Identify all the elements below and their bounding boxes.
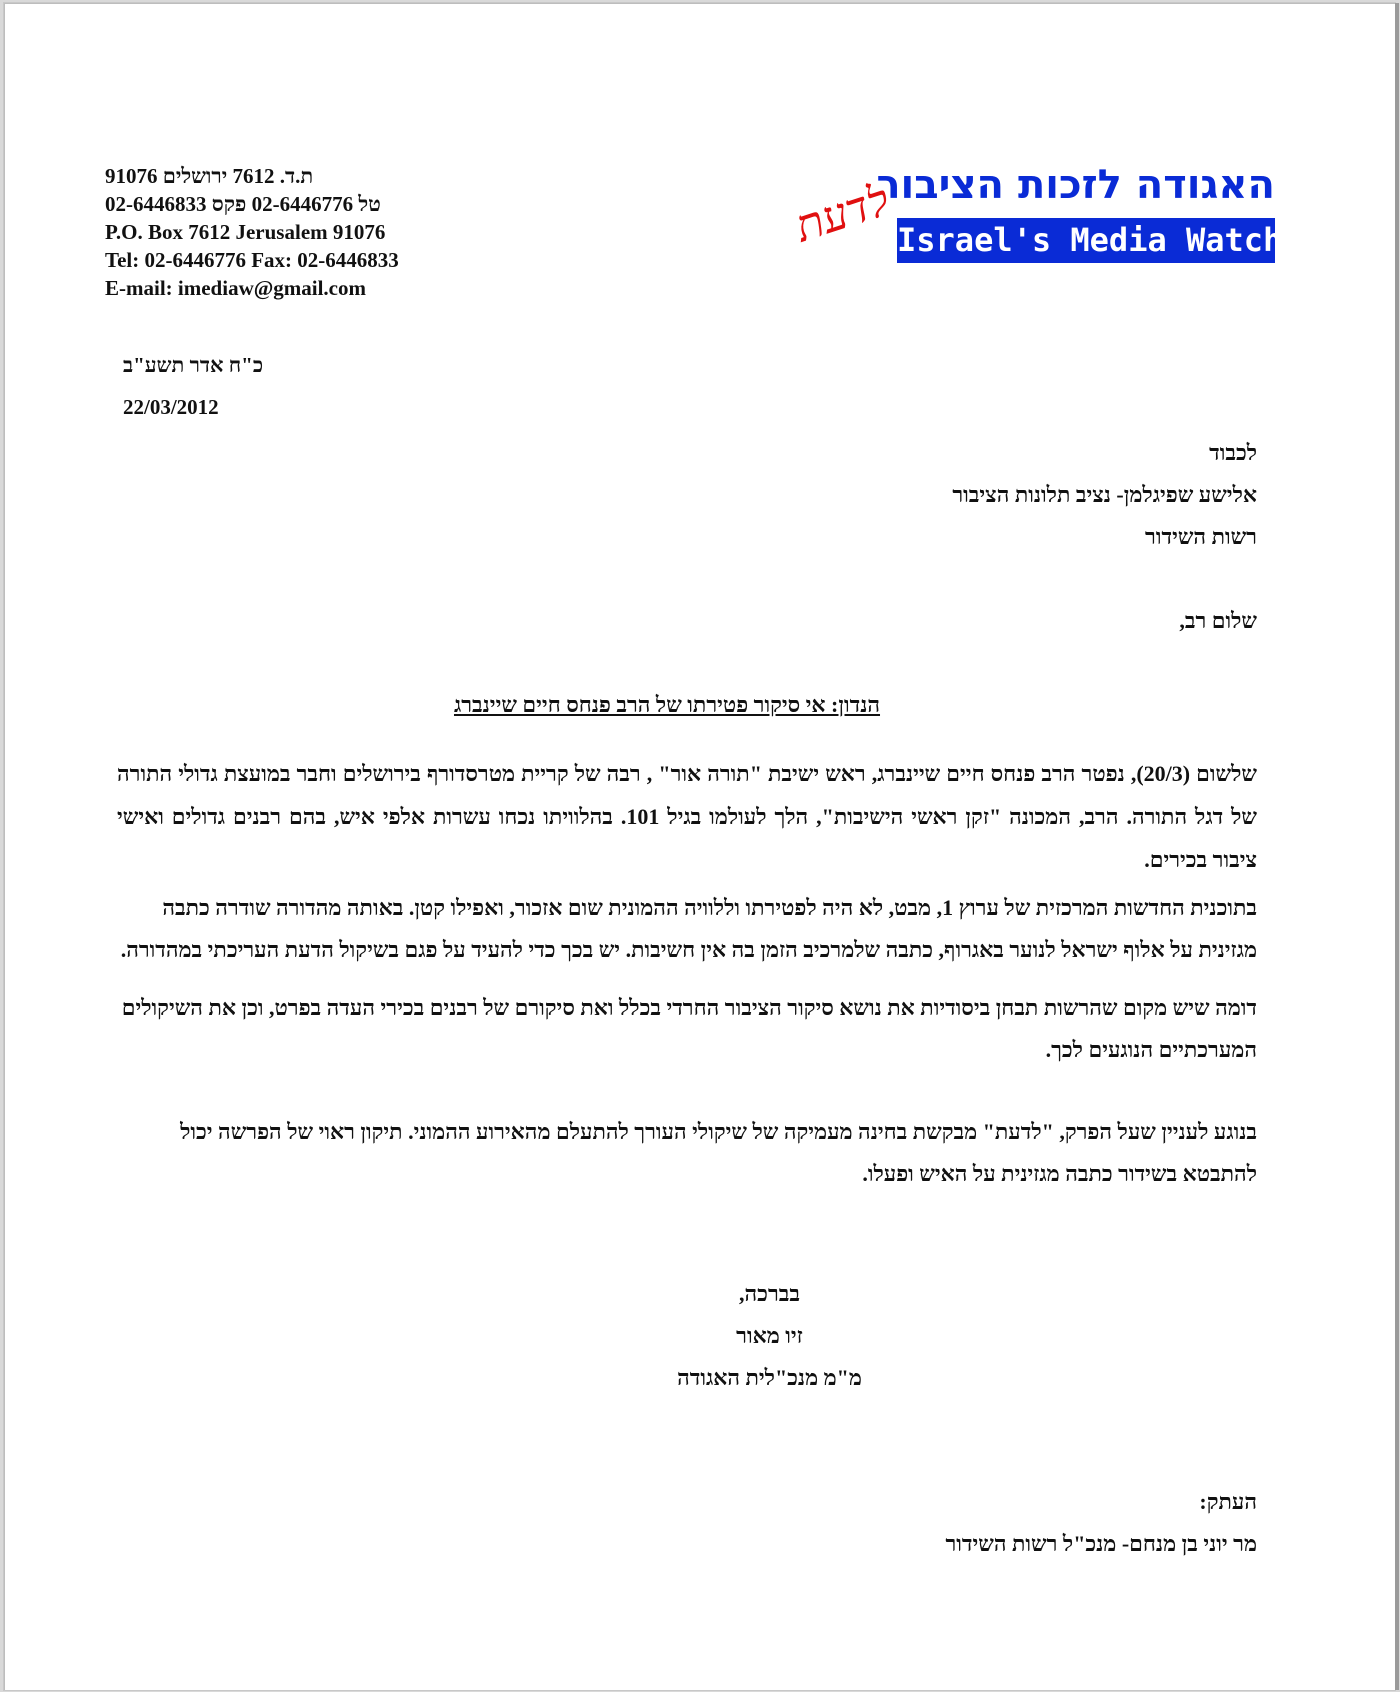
contact-en-address: P.O. Box 7612 Jerusalem 91076 [105,220,386,244]
date-gregorian: 22/03/2012 [123,395,219,419]
letter-page [4,3,1395,1690]
addressee-line-2: אלישע שפיגלמן- נציב תלונות הציבור [952,482,1257,507]
signature-title: מ"מ מנכ"לית האגודה [677,1365,862,1390]
subject-line: הנדון: אי סיקור פטירתו של הרב פנחס חיים שיינברג [453,692,881,717]
logo-red-script: לדעת [789,174,896,253]
logo-english-name: Israel's Media Watch [897,218,1275,263]
paragraph-1b: בתוכנית החדשות המרכזית של ערוץ 1, מבט, לא היה לפטירתו וללוויה ההמונית שום אזכור, ואפילו קטן. באותה מהדורה שודרה כתבה מגזינית על אלוף ישראל לנוער באגרוף, כתבה שלמרכיב הזמן בה אין חשיבות. יש בכך כדי להעיד על פגם בשיקול הדעת העריכתי במהדורה. [120,895,1257,962]
logo-hebrew-name: האגודה לזכות הציבור [876,162,1275,208]
signature-closing: בברכה, [739,1281,800,1306]
signature-block [117,1273,1257,1399]
addressee-line-3: רשות השידור [1145,524,1257,549]
letter-body [117,432,1257,1565]
contact-he-address: ת.ד. 7612 ירושלים 91076 [105,164,314,188]
signature-name: זיו מאור [736,1323,803,1348]
greeting: שלום רב, [1179,608,1257,633]
paragraph-1: שלשום (20/3), נפטר הרב פנחס חיים שיינברג, ראש ישיבת "תורה אור" , רבה של קריית מטרסדורף בירושלים וחבר במועצת גדולי התורה של דגל התורה. הרב, המכונה "זקן ראשי הישיבות", הלך לעולמו בגיל 101. בהלוויתו נכחו עשרות אלפי איש, בהם רבנים גדולים ואישי ציבור בכירים. [117,761,1257,872]
contact-block [105,162,545,302]
date-hebrew: כ"ח אדר תשע"ב [123,353,264,377]
addressee-block [117,432,1257,558]
copy-label: העתק: [1199,1489,1257,1514]
copy-block [117,1481,1257,1565]
paragraph-2: דומה שיש מקום שהרשות תבחן ביסודיות את נושא סיקור הציבור החרדי בכלל ואת סיקורם של רבנים בכירי העדה בפרט, וכן את השיקולים המערכתיים הנוגעים לכך. [121,995,1257,1062]
addressee-line-1: לכבוד [1209,440,1257,465]
letter-date [123,344,263,428]
contact-en-phone: Tel: 02-6446776 Fax: 02-6446833 [105,248,399,272]
paragraph-3: בנוגע לעניין שעל הפרק, "לדעת" מבקשת בחינה מעמיקה של שיקולי העורך להתעלם מהאירוע ההמוני. תיקון ראוי של הפרשה יכול להתבטא בשידור כתבה מגזינית על האיש ופעלו. [180,1119,1257,1186]
organization-logo [789,162,1283,272]
copy-recipient: מר יוני בן מנחם- מנכ"ל רשות השידור [945,1531,1257,1556]
contact-en-email: E-mail: imediaw@gmail.com [105,276,366,300]
contact-he-phone: טל 02-6446776 פקס 02-6446833 [105,192,381,216]
